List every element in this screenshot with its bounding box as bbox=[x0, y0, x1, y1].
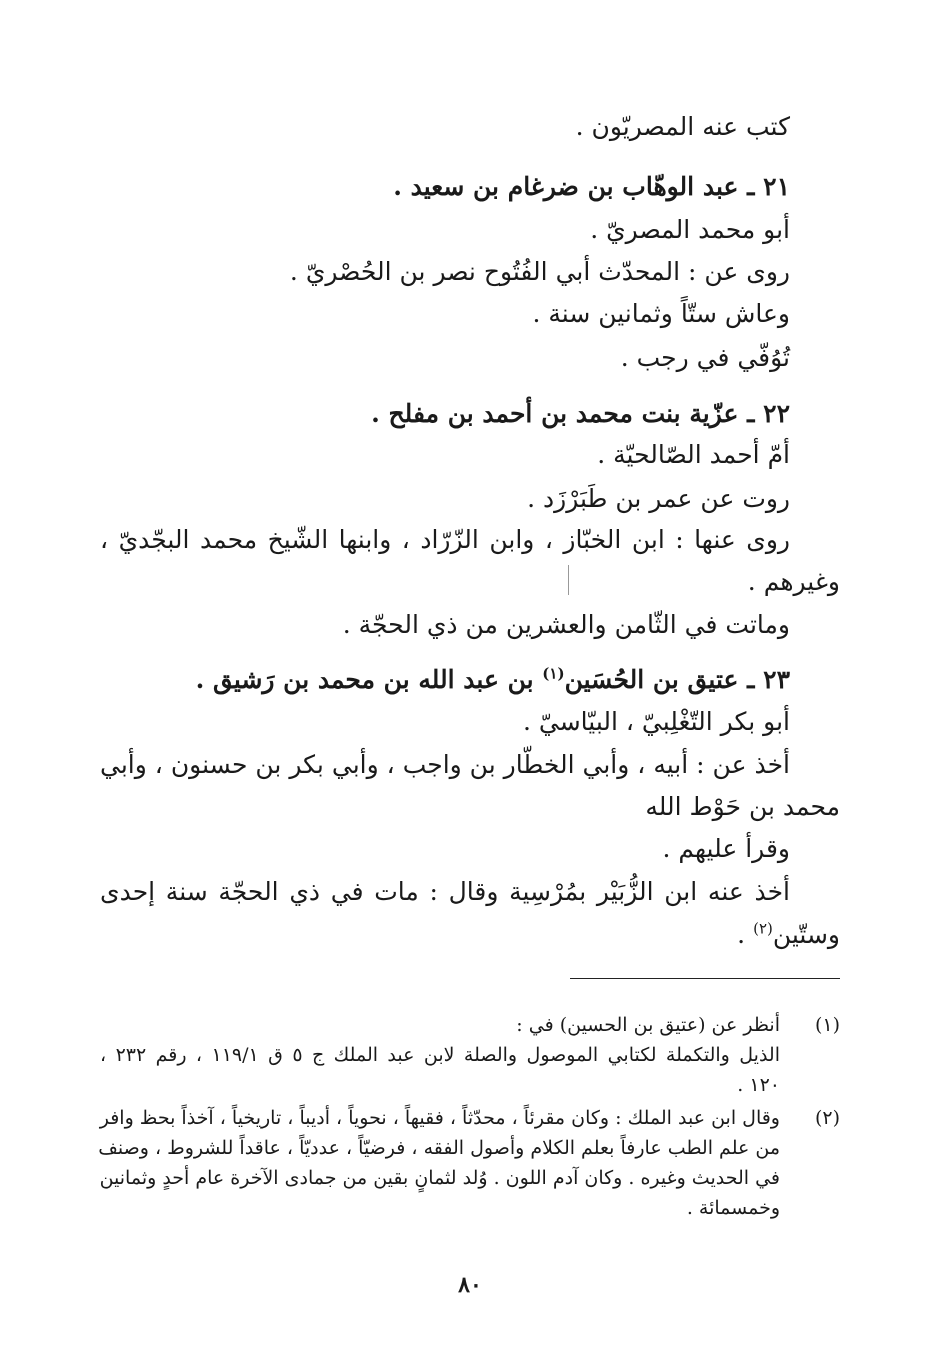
heading-part: بن عبد الله بن محمد بن رَشيق . bbox=[195, 665, 543, 694]
footnote-line: في الحديث وغيره . وكان آدم اللون . وُلد لثمانٍ بقين من جمادى الآخرة عام أحدٍ وثمانين bbox=[99, 1167, 780, 1189]
body-line: تُوُفّي في رجب . bbox=[620, 343, 790, 372]
footnote-line: ١٢٠ . bbox=[737, 1074, 780, 1096]
body-line: وماتت في الثّامن والعشرين من ذي الحجّة . bbox=[342, 610, 790, 639]
footnote-line: الذيل والتكملة لكتابي الموصول والصلة لابن عبد الملك ج ٥ ق ١١٩/١ ، رقم ٢٣٢ ، bbox=[100, 1044, 780, 1066]
body-text: وستّين bbox=[772, 920, 840, 949]
footnote-number: (٢) bbox=[814, 1107, 840, 1129]
page-number: ٨٠ bbox=[458, 1272, 482, 1298]
body-line: محمد بن حَوْط الله bbox=[645, 792, 840, 821]
body-line: أمّ أحمد الصّالحيّة . bbox=[597, 440, 790, 469]
body-line: وغيرهم . bbox=[747, 567, 840, 596]
entry-heading-21: ٢١ ـ عبد الوهّاب بن ضرغام بن سعيد . bbox=[393, 172, 790, 201]
body-line: روت عن عمر بن طَبَرْزَد . bbox=[527, 484, 790, 513]
footnote-line: وخمسمائة . bbox=[686, 1197, 780, 1219]
footnote-line: من علم الطب عارفاً بعلم الكلام وأصول الفقه ، فرضيّاً ، عدديّاً ، عاقداً للشروط ، وصنف bbox=[98, 1137, 780, 1159]
footnote-line: وقال ابن عبد الملك : وكان مقرئاً ، محدّثاً ، فقيهاً ، نحوياً ، أديباً ، تاريخياً ، آخذاً بحظ وافر bbox=[99, 1107, 780, 1129]
body-text: . bbox=[737, 920, 754, 949]
entry-heading-22: ٢٢ ـ عزّية بنت محمد بن أحمد بن مفلح . bbox=[371, 399, 790, 428]
heading-part: ٢٣ ـ عتيق بن الحُسَين bbox=[564, 665, 790, 694]
footnote-separator bbox=[570, 978, 840, 979]
body-line: وعاش ستّاً وثمانين سنة . bbox=[532, 299, 790, 328]
scan-mark bbox=[568, 565, 569, 595]
body-line: أخذ عنه ابن الزُّبَيْر بمُرْسِية وقال : مات في ذي الحجّة سنة إحدى bbox=[100, 877, 790, 906]
body-line: أخذ عن : أبيه ، وأبي الخطّار بن واجب ، وأبي بكر بن حسنون ، وأبي bbox=[100, 750, 790, 779]
body-line: كتب عنه المصريّون . bbox=[575, 112, 790, 141]
body-line: وقرأ عليهم . bbox=[662, 834, 790, 863]
body-line bbox=[100, 913, 840, 957]
footnote-number: (١) bbox=[814, 1014, 840, 1036]
body-line: روى عن : المحدّث أبي الفُتُوح نصر بن الحُصْريّ . bbox=[289, 257, 790, 286]
footnote-ref: (٢) bbox=[753, 919, 773, 938]
entry-heading-23 bbox=[100, 658, 790, 702]
body-line: أبو بكر التّغْلِبيّ ، البيّاسيّ . bbox=[522, 707, 790, 736]
footnote-line: أنظر عن (عتيق بن الحسين) في : bbox=[516, 1014, 780, 1036]
body-line: روى عنها : ابن الخبّاز ، وابن الزّرّاد ، وابنها الشّيخ محمد البجّديّ ، bbox=[100, 525, 790, 554]
body-line: أبو محمد المصريّ . bbox=[590, 215, 790, 244]
footnote-ref: (١) bbox=[542, 664, 565, 683]
